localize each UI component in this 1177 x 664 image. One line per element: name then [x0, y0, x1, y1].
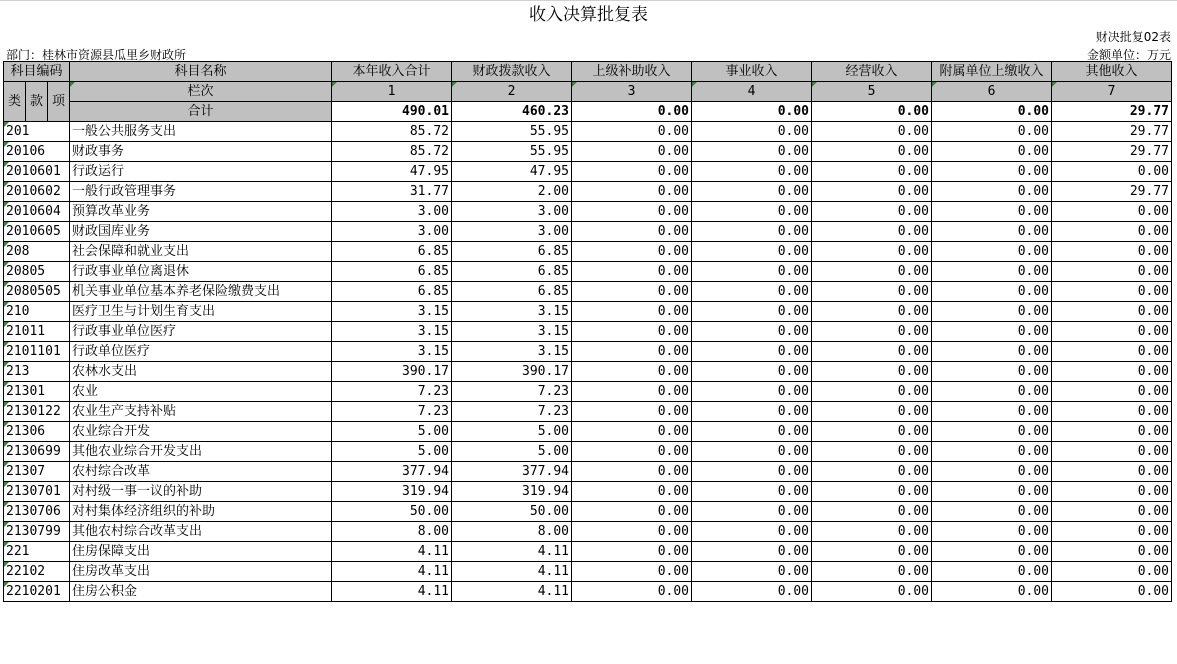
value-cell-col-6[interactable]: 0.00 [932, 322, 1052, 342]
subject-code-cell[interactable]: 2130122 [4, 402, 70, 422]
value-cell-col-2[interactable]: 390.17 [452, 362, 572, 382]
value-cell-col-1[interactable]: 4.11 [332, 562, 452, 582]
value-cell-col-6[interactable]: 0.00 [932, 562, 1052, 582]
subject-code-cell[interactable]: 2010605 [4, 222, 70, 242]
value-cell-col-2[interactable]: 55.95 [452, 122, 572, 142]
value-cell-col-6[interactable]: 0.00 [932, 402, 1052, 422]
value-cell-col-1[interactable]: 3.15 [332, 302, 452, 322]
header-col-4[interactable]: 事业收入 [692, 62, 812, 82]
value-cell-col-5[interactable]: 0.00 [812, 242, 932, 262]
subject-code-cell[interactable]: 2080505 [4, 282, 70, 302]
table-row [4, 382, 1172, 402]
value-cell-col-7[interactable]: 0.00 [1052, 382, 1172, 402]
value-cell-col-1[interactable]: 50.00 [332, 502, 452, 522]
col-number-2[interactable]: 2 [452, 82, 572, 102]
value-cell-col-6[interactable]: 0.00 [932, 122, 1052, 142]
table-row [4, 182, 1172, 202]
value-cell-col-6[interactable]: 0.00 [932, 482, 1052, 502]
value-cell-col-5[interactable]: 0.00 [812, 202, 932, 222]
value-cell-col-7[interactable]: 0.00 [1052, 222, 1172, 242]
subject-name-cell[interactable]: 行政事业单位医疗 [70, 322, 332, 342]
subject-code-cell[interactable]: 2010604 [4, 202, 70, 222]
subject-name-cell[interactable]: 住房公积金 [70, 582, 332, 602]
subject-name-cell[interactable]: 住房改革支出 [70, 562, 332, 582]
value-cell-col-7[interactable]: 0.00 [1052, 202, 1172, 222]
subject-code-cell[interactable]: 2130699 [4, 442, 70, 462]
value-cell-col-2[interactable]: 2.00 [452, 182, 572, 202]
value-cell-col-2[interactable]: 5.00 [452, 422, 572, 442]
value-cell-col-7[interactable]: 0.00 [1052, 522, 1172, 542]
value-cell-col-4[interactable]: 0.00 [692, 582, 812, 602]
subject-name-cell[interactable]: 农村综合改革 [70, 462, 332, 482]
subject-code-cell[interactable]: 2130799 [4, 522, 70, 542]
value-cell-col-2[interactable]: 47.95 [452, 162, 572, 182]
value-cell-col-1[interactable]: 6.85 [332, 282, 452, 302]
value-cell-col-5[interactable]: 0.00 [812, 482, 932, 502]
value-cell-col-2[interactable]: 377.94 [452, 462, 572, 482]
value-cell-col-7[interactable]: 0.00 [1052, 422, 1172, 442]
subject-name-cell[interactable]: 对村级一事一议的补助 [70, 482, 332, 502]
value-cell-col-7[interactable]: 0.00 [1052, 402, 1172, 422]
subject-name-cell[interactable]: 农业综合开发 [70, 422, 332, 442]
value-cell-col-7[interactable]: 29.77 [1052, 122, 1172, 142]
value-cell-col-3[interactable]: 0.00 [572, 322, 692, 342]
value-cell-col-3[interactable]: 0.00 [572, 222, 692, 242]
subject-code-cell[interactable]: 2010601 [4, 162, 70, 182]
value-cell-col-6[interactable]: 0.00 [932, 362, 1052, 382]
value-cell-col-2[interactable]: 3.15 [452, 302, 572, 322]
value-cell-col-1[interactable]: 3.00 [332, 222, 452, 242]
value-cell-col-6[interactable]: 0.00 [932, 422, 1052, 442]
table-row [4, 562, 1172, 582]
table-row [4, 422, 1172, 442]
value-cell-col-5[interactable]: 0.00 [812, 422, 932, 442]
value-cell-col-4[interactable]: 0.00 [692, 442, 812, 462]
value-cell-col-6[interactable]: 0.00 [932, 202, 1052, 222]
value-cell-col-3[interactable]: 0.00 [572, 462, 692, 482]
value-cell-col-3[interactable]: 0.00 [572, 242, 692, 262]
value-cell-col-4[interactable]: 0.00 [692, 302, 812, 322]
value-cell-col-1[interactable]: 3.00 [332, 202, 452, 222]
value-cell-col-1[interactable]: 377.94 [332, 462, 452, 482]
subject-name-cell[interactable]: 预算改革业务 [70, 202, 332, 222]
value-cell-col-2[interactable]: 3.00 [452, 222, 572, 242]
subject-code-cell[interactable]: 2101101 [4, 342, 70, 362]
value-cell-col-7[interactable]: 0.00 [1052, 322, 1172, 342]
value-cell-col-5[interactable]: 0.00 [812, 462, 932, 482]
value-cell-col-3[interactable]: 0.00 [572, 302, 692, 322]
value-cell-col-5[interactable]: 0.00 [812, 342, 932, 362]
value-cell-col-3[interactable]: 0.00 [572, 422, 692, 442]
col-number-6[interactable]: 6 [932, 82, 1052, 102]
top-border [0, 0, 1177, 1]
value-cell-col-6[interactable]: 0.00 [932, 582, 1052, 602]
table-row [4, 282, 1172, 302]
table-row [4, 222, 1172, 242]
value-cell-col-1[interactable]: 390.17 [332, 362, 452, 382]
value-cell-col-7[interactable]: 0.00 [1052, 362, 1172, 382]
value-cell-col-4[interactable]: 0.00 [692, 322, 812, 342]
subject-name-cell[interactable]: 社会保障和就业支出 [70, 242, 332, 262]
total-label[interactable]: 合计 [70, 102, 332, 122]
value-cell-col-2[interactable]: 8.00 [452, 522, 572, 542]
value-cell-col-6[interactable]: 0.00 [932, 502, 1052, 522]
value-cell-col-7[interactable]: 0.00 [1052, 442, 1172, 462]
value-cell-col-3[interactable]: 0.00 [572, 562, 692, 582]
subject-name-cell[interactable]: 一般行政管理事务 [70, 182, 332, 202]
subject-name-cell[interactable]: 行政运行 [70, 162, 332, 182]
value-cell-col-7[interactable]: 0.00 [1052, 542, 1172, 562]
col-number-3[interactable]: 3 [572, 82, 692, 102]
value-cell-col-2[interactable]: 6.85 [452, 242, 572, 262]
value-cell-col-1[interactable]: 319.94 [332, 482, 452, 502]
value-cell-col-6[interactable]: 0.00 [932, 162, 1052, 182]
value-cell-col-5[interactable]: 0.00 [812, 262, 932, 282]
total-value-6[interactable]: 0.00 [932, 102, 1052, 122]
subject-name-cell[interactable]: 对村集体经济组织的补助 [70, 502, 332, 522]
value-cell-col-7[interactable]: 0.00 [1052, 262, 1172, 282]
value-cell-col-6[interactable]: 0.00 [932, 242, 1052, 262]
value-cell-col-2[interactable]: 3.00 [452, 202, 572, 222]
value-cell-col-4[interactable]: 0.00 [692, 262, 812, 282]
table-row [4, 162, 1172, 182]
value-cell-col-5[interactable]: 0.00 [812, 582, 932, 602]
value-cell-col-2[interactable]: 7.23 [452, 402, 572, 422]
table-row [4, 362, 1172, 382]
value-cell-col-5[interactable]: 0.00 [812, 402, 932, 422]
col-number-1[interactable]: 1 [332, 82, 452, 102]
header-xiang[interactable]: 项 [48, 82, 70, 122]
value-cell-col-6[interactable]: 0.00 [932, 282, 1052, 302]
value-cell-col-2[interactable]: 6.85 [452, 262, 572, 282]
value-cell-col-5[interactable]: 0.00 [812, 382, 932, 402]
value-cell-col-4[interactable]: 0.00 [692, 202, 812, 222]
subject-code-cell[interactable]: 2130701 [4, 482, 70, 502]
value-cell-col-4[interactable]: 0.00 [692, 502, 812, 522]
total-row [4, 102, 1172, 122]
value-cell-col-3[interactable]: 0.00 [572, 122, 692, 142]
table-row [4, 122, 1172, 142]
header-lanci[interactable]: 栏次 [70, 82, 332, 102]
form-code: 财决批复02表 [1095, 30, 1171, 44]
value-cell-col-3[interactable]: 0.00 [572, 162, 692, 182]
value-cell-col-3[interactable]: 0.00 [572, 182, 692, 202]
value-cell-col-1[interactable]: 4.11 [332, 582, 452, 602]
value-cell-col-1[interactable]: 31.77 [332, 182, 452, 202]
value-cell-col-3[interactable]: 0.00 [572, 342, 692, 362]
value-cell-col-2[interactable]: 5.00 [452, 442, 572, 462]
unit-label: 金额单位：万元 [1086, 48, 1171, 62]
subject-name-cell[interactable]: 财政事务 [70, 142, 332, 162]
subject-code-cell[interactable]: 2130706 [4, 502, 70, 522]
value-cell-col-5[interactable]: 0.00 [812, 522, 932, 542]
total-value-2[interactable]: 460.23 [452, 102, 572, 122]
value-cell-col-5[interactable]: 0.00 [812, 362, 932, 382]
value-cell-col-4[interactable]: 0.00 [692, 562, 812, 582]
table-row [4, 582, 1172, 602]
value-cell-col-5[interactable]: 0.00 [812, 302, 932, 322]
value-cell-col-1[interactable]: 3.15 [332, 322, 452, 342]
value-cell-col-2[interactable]: 6.85 [452, 282, 572, 302]
header-col-6[interactable]: 附属单位上缴收入 [932, 62, 1052, 82]
value-cell-col-6[interactable]: 0.00 [932, 142, 1052, 162]
subject-name-cell[interactable]: 农业 [70, 382, 332, 402]
subject-code-cell[interactable]: 201 [4, 122, 70, 142]
subject-name-cell[interactable]: 其他农业综合开发支出 [70, 442, 332, 462]
table-row [4, 342, 1172, 362]
subject-code-cell[interactable]: 21307 [4, 462, 70, 482]
value-cell-col-7[interactable]: 0.00 [1052, 482, 1172, 502]
value-cell-col-5[interactable]: 0.00 [812, 542, 932, 562]
value-cell-col-4[interactable]: 0.00 [692, 222, 812, 242]
value-cell-col-3[interactable]: 0.00 [572, 402, 692, 422]
value-cell-col-4[interactable]: 0.00 [692, 182, 812, 202]
value-cell-col-5[interactable]: 0.00 [812, 562, 932, 582]
value-cell-col-5[interactable]: 0.00 [812, 222, 932, 242]
value-cell-col-4[interactable]: 0.00 [692, 242, 812, 262]
value-cell-col-5[interactable]: 0.00 [812, 122, 932, 142]
value-cell-col-5[interactable]: 0.00 [812, 442, 932, 462]
table-row [4, 522, 1172, 542]
value-cell-col-6[interactable]: 0.00 [932, 262, 1052, 282]
subject-name-cell[interactable]: 农林水支出 [70, 362, 332, 382]
revenue-table [3, 61, 1172, 602]
table-row [4, 402, 1172, 422]
value-cell-col-5[interactable]: 0.00 [812, 282, 932, 302]
table-row [4, 142, 1172, 162]
value-cell-col-4[interactable]: 0.00 [692, 522, 812, 542]
value-cell-col-5[interactable]: 0.00 [812, 182, 932, 202]
value-cell-col-4[interactable]: 0.00 [692, 362, 812, 382]
value-cell-col-3[interactable]: 0.00 [572, 142, 692, 162]
value-cell-col-4[interactable]: 0.00 [692, 402, 812, 422]
subject-code-cell[interactable]: 210 [4, 302, 70, 322]
subject-name-cell[interactable]: 行政事业单位离退休 [70, 262, 332, 282]
value-cell-col-1[interactable]: 6.85 [332, 242, 452, 262]
value-cell-col-7[interactable]: 0.00 [1052, 242, 1172, 262]
subject-name-cell[interactable]: 其他农村综合改革支出 [70, 522, 332, 542]
lanci-row [4, 82, 1172, 102]
value-cell-col-4[interactable]: 0.00 [692, 382, 812, 402]
value-cell-col-5[interactable]: 0.00 [812, 162, 932, 182]
table-body [4, 122, 1172, 602]
table-row [4, 462, 1172, 482]
value-cell-col-6[interactable]: 0.00 [932, 222, 1052, 242]
subject-code-cell[interactable]: 21306 [4, 422, 70, 442]
subject-name-cell[interactable]: 医疗卫生与计划生育支出 [70, 302, 332, 322]
subject-name-cell[interactable]: 行政单位医疗 [70, 342, 332, 362]
subject-code-cell[interactable]: 21011 [4, 322, 70, 342]
value-cell-col-7[interactable]: 0.00 [1052, 282, 1172, 302]
subject-code-cell[interactable]: 20106 [4, 142, 70, 162]
value-cell-col-7[interactable]: 0.00 [1052, 302, 1172, 322]
total-value-3[interactable]: 0.00 [572, 102, 692, 122]
table-row [4, 322, 1172, 342]
header-lei[interactable]: 类 [4, 82, 26, 122]
subject-name-cell[interactable]: 一般公共服务支出 [70, 122, 332, 142]
subject-code-cell[interactable]: 20805 [4, 262, 70, 282]
value-cell-col-7[interactable]: 29.77 [1052, 142, 1172, 162]
value-cell-col-1[interactable]: 3.15 [332, 342, 452, 362]
value-cell-col-4[interactable]: 0.00 [692, 282, 812, 302]
header-code[interactable]: 科目编码 [4, 62, 70, 82]
value-cell-col-5[interactable]: 0.00 [812, 502, 932, 522]
header-col-3[interactable]: 上级补助收入 [572, 62, 692, 82]
value-cell-col-4[interactable]: 0.00 [692, 482, 812, 502]
value-cell-col-2[interactable]: 50.00 [452, 502, 572, 522]
value-cell-col-6[interactable]: 0.00 [932, 542, 1052, 562]
value-cell-col-6[interactable]: 0.00 [932, 382, 1052, 402]
value-cell-col-1[interactable]: 47.95 [332, 162, 452, 182]
header-col-5[interactable]: 经营收入 [812, 62, 932, 82]
value-cell-col-7[interactable]: 29.77 [1052, 182, 1172, 202]
value-cell-col-6[interactable]: 0.00 [932, 302, 1052, 322]
value-cell-col-2[interactable]: 3.15 [452, 322, 572, 342]
subject-code-cell[interactable]: 21301 [4, 382, 70, 402]
col-number-7[interactable]: 7 [1052, 82, 1172, 102]
value-cell-col-3[interactable]: 0.00 [572, 362, 692, 382]
total-value-5[interactable]: 0.00 [812, 102, 932, 122]
value-cell-col-1[interactable]: 8.00 [332, 522, 452, 542]
subject-name-cell[interactable]: 农业生产支持补贴 [70, 402, 332, 422]
value-cell-col-3[interactable]: 0.00 [572, 282, 692, 302]
value-cell-col-7[interactable]: 0.00 [1052, 502, 1172, 522]
value-cell-col-5[interactable]: 0.00 [812, 322, 932, 342]
value-cell-col-6[interactable]: 0.00 [932, 182, 1052, 202]
value-cell-col-6[interactable]: 0.00 [932, 442, 1052, 462]
col-number-4[interactable]: 4 [692, 82, 812, 102]
value-cell-col-3[interactable]: 0.00 [572, 382, 692, 402]
value-cell-col-1[interactable]: 5.00 [332, 422, 452, 442]
value-cell-col-3[interactable]: 0.00 [572, 522, 692, 542]
value-cell-col-1[interactable]: 85.72 [332, 122, 452, 142]
page-title: 收入决算批复表 [529, 5, 648, 25]
department-label: 部门：桂林市资源县瓜里乡财政所 [6, 48, 187, 62]
value-cell-col-3[interactable]: 0.00 [572, 582, 692, 602]
value-cell-col-1[interactable]: 5.00 [332, 442, 452, 462]
header-kuan[interactable]: 款 [26, 82, 48, 122]
total-value-7[interactable]: 29.77 [1052, 102, 1172, 122]
value-cell-col-2[interactable]: 7.23 [452, 382, 572, 402]
subject-code-cell[interactable]: 221 [4, 542, 70, 562]
table-row [4, 242, 1172, 262]
value-cell-col-3[interactable]: 0.00 [572, 262, 692, 282]
total-value-1[interactable]: 490.01 [332, 102, 452, 122]
value-cell-col-4[interactable]: 0.00 [692, 162, 812, 182]
value-cell-col-2[interactable]: 4.11 [452, 542, 572, 562]
value-cell-col-7[interactable]: 0.00 [1052, 462, 1172, 482]
subject-name-cell[interactable]: 住房保障支出 [70, 542, 332, 562]
value-cell-col-1[interactable]: 7.23 [332, 382, 452, 402]
subject-code-cell[interactable]: 208 [4, 242, 70, 262]
header-col-1[interactable]: 本年收入合计 [332, 62, 452, 82]
table-row [4, 442, 1172, 462]
value-cell-col-2[interactable]: 3.15 [452, 342, 572, 362]
value-cell-col-3[interactable]: 0.00 [572, 542, 692, 562]
value-cell-col-1[interactable]: 7.23 [332, 402, 452, 422]
value-cell-col-2[interactable]: 319.94 [452, 482, 572, 502]
value-cell-col-3[interactable]: 0.00 [572, 482, 692, 502]
value-cell-col-4[interactable]: 0.00 [692, 422, 812, 442]
table-row [4, 482, 1172, 502]
value-cell-col-7[interactable]: 0.00 [1052, 582, 1172, 602]
value-cell-col-4[interactable]: 0.00 [692, 122, 812, 142]
subject-name-cell[interactable]: 财政国库业务 [70, 222, 332, 242]
value-cell-col-4[interactable]: 0.00 [692, 542, 812, 562]
header-name[interactable]: 科目名称 [70, 62, 332, 82]
value-cell-col-7[interactable]: 0.00 [1052, 342, 1172, 362]
value-cell-col-4[interactable]: 0.00 [692, 342, 812, 362]
value-cell-col-7[interactable]: 0.00 [1052, 162, 1172, 182]
value-cell-col-3[interactable]: 0.00 [572, 442, 692, 462]
value-cell-col-2[interactable]: 4.11 [452, 562, 572, 582]
header-col-2[interactable]: 财政拨款收入 [452, 62, 572, 82]
table-row [4, 202, 1172, 222]
subject-code-cell[interactable]: 22102 [4, 562, 70, 582]
table-row [4, 502, 1172, 522]
subject-code-cell[interactable]: 2210201 [4, 582, 70, 602]
value-cell-col-3[interactable]: 0.00 [572, 202, 692, 222]
value-cell-col-6[interactable]: 0.00 [932, 462, 1052, 482]
table-row [4, 542, 1172, 562]
value-cell-col-5[interactable]: 0.00 [812, 142, 932, 162]
value-cell-col-3[interactable]: 0.00 [572, 502, 692, 522]
value-cell-col-2[interactable]: 4.11 [452, 582, 572, 602]
value-cell-col-1[interactable]: 85.72 [332, 142, 452, 162]
value-cell-col-6[interactable]: 0.00 [932, 522, 1052, 542]
subject-name-cell[interactable]: 机关事业单位基本养老保险缴费支出 [70, 282, 332, 302]
table-row [4, 262, 1172, 282]
total-value-4[interactable]: 0.00 [692, 102, 812, 122]
table-row [4, 302, 1172, 322]
value-cell-col-2[interactable]: 55.95 [452, 142, 572, 162]
col-number-5[interactable]: 5 [812, 82, 932, 102]
value-cell-col-1[interactable]: 4.11 [332, 542, 452, 562]
value-cell-col-7[interactable]: 0.00 [1052, 562, 1172, 582]
subject-code-cell[interactable]: 2010602 [4, 182, 70, 202]
value-cell-col-4[interactable]: 0.00 [692, 462, 812, 482]
value-cell-col-1[interactable]: 6.85 [332, 262, 452, 282]
subject-code-cell[interactable]: 213 [4, 362, 70, 382]
header-row [4, 62, 1172, 82]
value-cell-col-6[interactable]: 0.00 [932, 342, 1052, 362]
header-col-7[interactable]: 其他收入 [1052, 62, 1172, 82]
value-cell-col-4[interactable]: 0.00 [692, 142, 812, 162]
